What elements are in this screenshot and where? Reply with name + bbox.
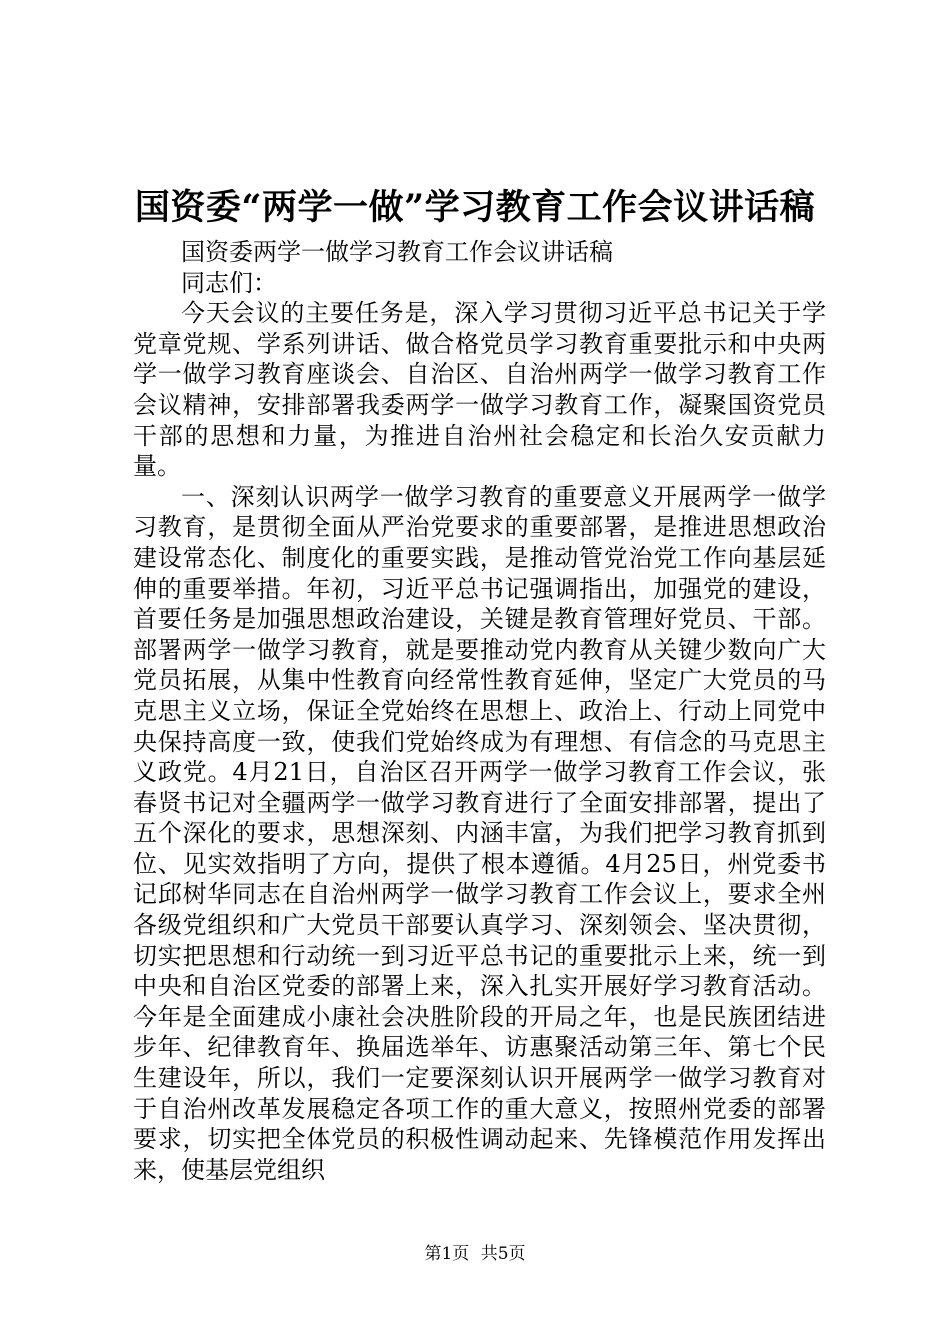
page-total: 共5页 bbox=[480, 1244, 526, 1264]
document-subtitle: 国资委两学一做学习教育工作会议讲话稿 bbox=[181, 238, 613, 266]
page-number: 第1页 bbox=[424, 1244, 470, 1264]
paragraph-1: 今天会议的主要任务是，深入学习贯彻习近平总书记关于学党章党规、学系列讲话、做合格党员学习教育重要批示和中央两学一做学习教育座谈会、自治区、自治州两学一做学习教育工作会议精神，安排部署我委两学一做学习教育工作，凝聚国资党员干部的思想和力量，为推进自治州社会稳定和长治久安贡献力量。 bbox=[133, 299, 826, 481]
document-title: 国资委“两学一做”学习教育工作会议讲话稿 bbox=[134, 187, 816, 228]
salutation: 同志们： bbox=[181, 268, 277, 297]
document-body bbox=[133, 237, 826, 1185]
paragraph-2: 一、深刻认识两学一做学习教育的重要意义开展两学一做学习教育，是贯彻全面从严治党要求的重要部署，是推进思想政治建设常态化、制度化的重要实践，是推动管党治党工作向基层延伸的重要举措。年初，习近平总书记强调指出，加强党的建设，首要任务是加强思想政治建设，关键是教育管理好党员、干部。部署两学一做学习教育，就是要推动党内教育从关键少数向广大党员拓展，从集中性教育向经常性教育延伸，坚定广大党员的马克思主义立场，保证全党始终在思想上、政治上、行动上同党中央保持高度一致，使我们党始终成为有理想、有信念的马克思主义政党。4月21日，自治区召开两学一做学习教育工作会议，张春贤书记对全疆两学一做学习教育进行了全面安排部署，提出了五个深化的要求，思想深刻、内涵丰富，为我们把学习教育抓到位、见实效指明了方向，提供了根本遵循。4月25日，州党委书记邱树华同志在自治州两学一做学习教育工作会议上，要求全州各级党组织和广大党员干部要认真学习、深刻领会、坚决贯彻，切实把思想和行动统一到习近平总书记的重要批示上来，统一到中央和自治区党委的部署上来，深入扎实开展好学习教育活动。今年是全面建成小康社会决胜阶段的开局之年，也是民族团结进步年、纪律教育年、换届选举年、访惠聚活动第三年、第七个民生建设年，所以，我们一定要深刻认识开展两学一做学习教育对于自治州改革发展稳定各项工作的重大意义，按照州党委的部署要求，切实把全体党员的积极性调动起来、先锋模范作用发挥出来，使基层党组织 bbox=[133, 482, 826, 1184]
page-footer bbox=[0, 1242, 950, 1266]
